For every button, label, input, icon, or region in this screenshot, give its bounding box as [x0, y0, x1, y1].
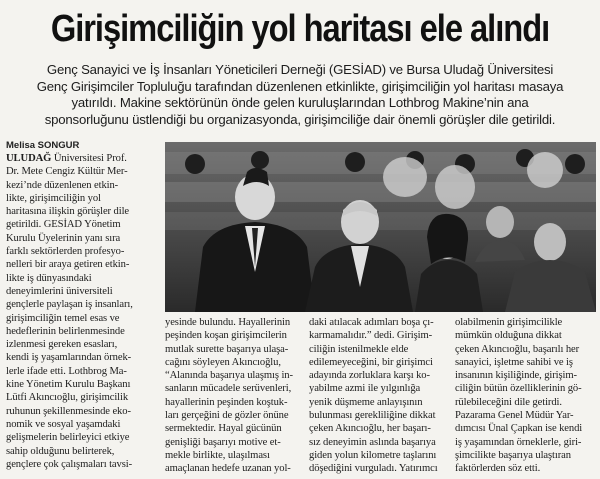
column-line: insanının kişiliğinde, girişim- [455, 370, 577, 382]
column-line: ciliğin bütün özelliklerinin gö- [455, 383, 582, 395]
column-line: genişliği başarıyı motive et- [165, 436, 281, 448]
column-line: ruhunun şekillenmesinde eko- [6, 405, 131, 417]
column-line: hedeflerinin belirlenmesinde [6, 325, 125, 337]
column-line: amaçlanan hedefe uzanan yol- [165, 463, 291, 475]
deck-line: yatırıldı. Makine sektörünün önde gelen kuruluşlarından Lothbrog Makine’nin ana [71, 95, 529, 110]
deck [4, 62, 596, 128]
column-line: giden yolun kilometre taşlarını [309, 449, 437, 461]
article-column-2 [165, 316, 305, 476]
column-line: farklı sektörlerden profesyo- [6, 246, 125, 258]
deck-line: sponsorluğunu üstlendiği bu organizasyonda, girişimciliğe dair önemli görüşler dile getirildi. [44, 111, 556, 127]
column-line: karmamalıdır.” dedi. Girişim- [309, 330, 433, 342]
column-line: izlenmesi gereken esasları, [6, 339, 118, 351]
column-line: şimcilikte başarıya ulaştıran [455, 449, 571, 461]
column-line: girişimciliğin temel esas ve [6, 312, 120, 324]
column-line: mekle birlikte, ulaşılması [165, 449, 270, 461]
column-line: kine Yönetim Kurulu Başkanı [6, 379, 131, 391]
column-line: Dr. Mete Cengiz Kültür Mer- [6, 166, 128, 178]
column-line: faktörlerden söz etti. [455, 463, 541, 475]
column-line: “Alanında başarıya ulaşmış in- [165, 370, 293, 382]
column-line: sermektedir. Hayal gücünün [165, 423, 282, 435]
column-line: hayallerinin peşinden koştuk- [165, 396, 288, 408]
column-line: yesinde bulundu. Hayallerinin [165, 317, 291, 328]
column-line: deneyimlerini üniversiteli [6, 285, 113, 297]
audience-photo-illustration [165, 142, 596, 312]
column-line: getirildi. GESİAD Yönetim [6, 219, 121, 231]
column-line: iş yaşamından örneklerle, giri- [455, 436, 582, 448]
column-line: nomik ve sosyal yaşamdaki [6, 418, 121, 430]
column-line: likte, girişimciliğin yol [6, 192, 101, 204]
column-line: adayında zorluklara karşı ko- [309, 370, 430, 382]
event-photo [165, 142, 596, 312]
column-line: ları gerçeğini de gözler önüne [165, 410, 289, 422]
column-line: edilemeyeceğini, bir girişimci [309, 356, 433, 368]
column-line: daki atılacak adımları boşa çı- [309, 317, 434, 328]
column-line: Kurulu Üyelerinin yanı sıra [6, 232, 121, 244]
deck-line: Genç Sanayici ve İş İnsanları Yöneticileri Derneği (GESİAD) ve Bursa Uludağ Üniversitesi [46, 62, 554, 77]
column-line: yabilme azmi ile yılgınlığa [309, 383, 421, 395]
column-line: Lütfi Akıncıoğlu, girişimcilik [6, 392, 129, 404]
column-line: bulunması gerekliliğine dikkat [309, 410, 436, 422]
article-column-1 [6, 152, 162, 471]
deck-line: Genç Girişimciler Topluluğu tarafından düzenlenen etkinlikte, girişimciliğin yol haritası masaya [36, 78, 564, 94]
column-line: döşediğini vurguladı. Yatırımcı [309, 463, 438, 475]
column-line: lerle ifade etti. Lothbrog Ma- [6, 365, 127, 377]
column-line: kezi’nde düzenlenen etkin- [6, 179, 119, 191]
column-line: cağını söyleyen Akıncıoğlu, [165, 356, 281, 368]
column-line: sanların mücadele serüvenleri, [165, 383, 292, 395]
column-line: kendi iş yaşamlarından örnek- [6, 352, 132, 364]
column-line: ciliğin istenilmekle elde [309, 343, 409, 355]
column-line: yenik düşmeme anlayışının [309, 396, 423, 408]
column-line: haritasına ilişkin görüşler dile [6, 206, 130, 218]
column-line: Üniversitesi Prof. [51, 153, 127, 164]
column-line: sız deneyimin aslında başarıya [309, 436, 436, 448]
column-line: çeken Akıncıoğlu, başarılı her [455, 343, 580, 355]
column-line: Pazarama Genel Müdür Yar- [455, 410, 574, 422]
column-line: çeken Akıncıoğlu, her başarı- [309, 423, 431, 435]
column-line: gelişmelerin belirleyici etkiye [6, 432, 130, 444]
column-line: sanayici, işletme sahibi ve iş [455, 356, 573, 368]
column-line: dımcısı Ünal Çapkan ise kendi [455, 423, 583, 435]
article-column-4 [455, 316, 597, 476]
column-line: nelleri bir araya getiren etkin- [6, 259, 130, 271]
lead-word: ULUDAĞ [6, 153, 52, 164]
column-line: sahip olduğunu belirterek, [6, 445, 115, 457]
column-line: mutlak surette başarıya ulaşa- [165, 343, 289, 355]
column-line: peşinden koşan girişimcilerin [165, 330, 287, 342]
headline: Girişimciliğin yol haritası ele alındı [50, 8, 550, 50]
article-column-3 [309, 316, 449, 476]
byline: Melisa SONGUR [6, 140, 80, 151]
column-line: mümkün olduğuna dikkat [455, 330, 562, 342]
column-line: gençlerle paylaşan iş insanları, [6, 299, 133, 311]
column-line: rülebileceğini dile getirdi. [455, 396, 562, 408]
column-line: gençlere çok çalışmaları tavsi- [6, 458, 133, 470]
column-line: olabilmenin girişimcilikle [455, 317, 563, 328]
column-line: likte iş dünyasındaki [6, 272, 92, 284]
